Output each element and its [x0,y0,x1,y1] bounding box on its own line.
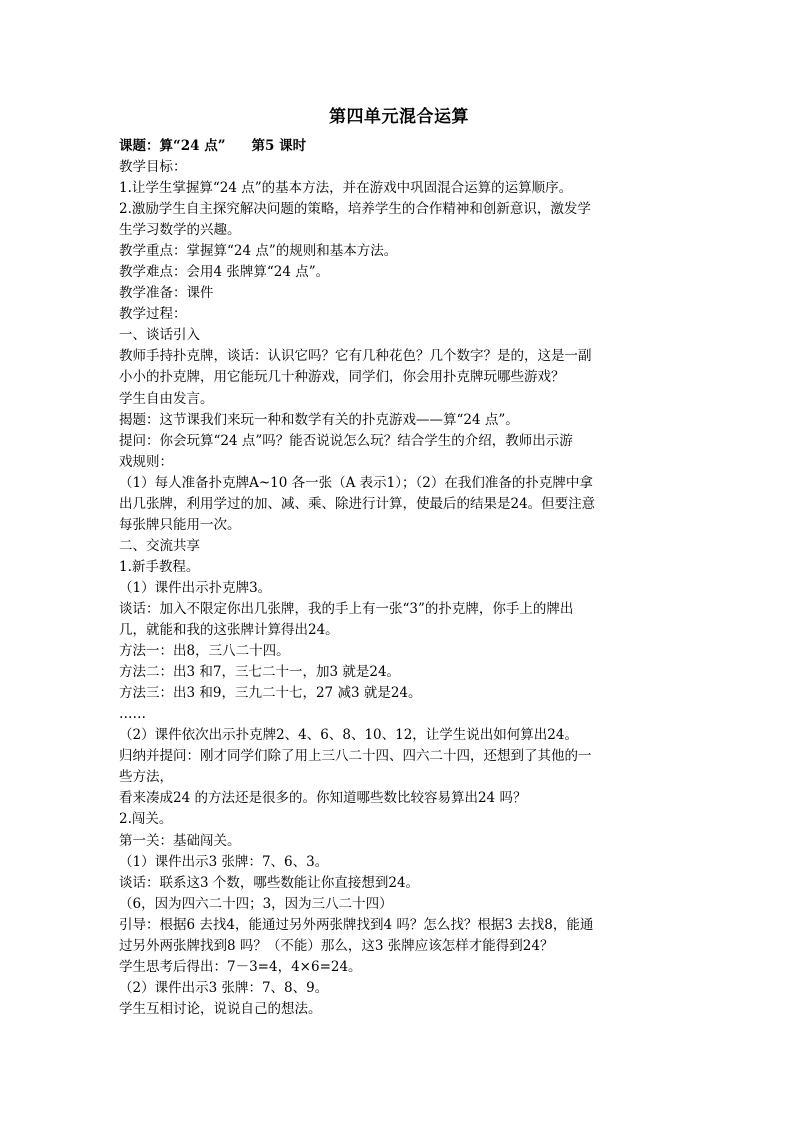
text-line: 归纳并提问：刚才同学们除了用上三八二十四、四六二十四，还想到了其他的一 [119,748,592,765]
text-line: 提问：你会玩算“24 点”吗？能否说说怎么玩？结合学生的介绍，教师出示游 [119,432,573,449]
text-line: 些方法， [119,769,173,786]
text-line: 1.新手教程。 [119,558,200,575]
text-line: 一、谈话引入 [119,327,200,344]
text-line: 2.激励学生自主探究解决问题的策略，培养学生的合作精神和创新意识，激发学 [119,201,591,218]
document-page [119,104,679,1020]
text-line: 学生思考后得出：7－3=4，4×6=24。 [119,958,362,975]
text-line: 几，就能和我的这张牌计算得出24。 [119,622,339,639]
text-line: （1）每人准备扑克牌A~10 各一张（A 表示1）；（2）在我们准备的扑克牌中拿 [119,474,593,491]
text-line: （1）课件出示扑克牌3。 [119,579,272,596]
text-line: 学生自由发言。 [119,390,214,407]
text-line: …… [119,706,146,723]
text-line: 引导：根据6 去找4，能通过另外两张牌找到4 吗？怎么找？根据3 去找8，能通 [119,916,594,933]
text-line: 二、交流共享 [119,537,200,554]
text-line: 教学重点：掌握算“24 点”的规则和基本方法。 [119,243,398,260]
text-line: （1）课件出示3 张牌：7、6、3。 [119,853,329,870]
document-body [119,157,679,1020]
lesson-period: 第5 课时 [251,138,307,154]
text-line: 过另外两张牌找到8 吗？（不能）那么，这3 张牌应该怎样才能得到24？ [119,937,554,954]
text-line: 学生互相讨论，说说自己的想法。 [119,1000,322,1017]
document-title: 第四单元混合运算 [329,107,469,127]
text-line: 方法一：出8，三八二十四。 [119,643,290,660]
text-line: （2）课件出示3 张牌：7、8、9。 [119,979,329,996]
text-line: 教学准备：课件 [119,285,214,302]
text-line: 揭题：这节课我们来玩一种和数学有关的扑克游戏——算“24 点”。 [119,411,519,428]
text-line: （6，因为四六二十四；3，因为三八二十四） [119,895,393,912]
text-line: 谈话：加入不限定你出几张牌，我的手上有一张“3”的扑克牌，你手上的牌出 [119,600,574,617]
text-line: 2.闯关。 [119,811,173,828]
text-line: 戏规则： [119,453,173,470]
text-line: 教学目标： [119,159,187,175]
text-line: 教师手持扑克牌，谈话：认识它吗？它有几种花色？几个数字？是的，这是一副 [119,348,592,365]
text-line: 谈话：联系这3 个数，哪些数能让你直接想到24。 [119,874,420,891]
text-line: 第一关：基础闯关。 [119,832,241,849]
lesson-topic: 课题：算“24 点” [119,138,226,154]
text-line: （2）课件依次出示扑克牌2、4、6、8、10、12，让学生说出如何算出24。 [119,727,578,744]
text-line: 看来凑成24 的方法还是很多的。你知道哪些数比较容易算出24 吗？ [119,790,527,807]
text-line: 教学过程： [119,306,187,323]
text-line: 方法三：出3 和9，三九二十七，27 减3 就是24。 [119,685,422,702]
text-line: 1.让学生掌握算“24 点”的基本方法，并在游戏中巩固混合运算的运算顺序。 [119,180,573,197]
text-line: 生学习数学的兴趣。 [119,222,241,239]
text-line: 每张牌只能用一次。 [119,516,241,533]
text-line: 小小的扑克牌，用它能玩几十种游戏，同学们，你会用扑克牌玩哪些游戏？ [119,369,565,386]
lesson-header [119,136,679,157]
text-line: 教学难点：会用4 张牌算“24 点”。 [119,264,330,281]
text-line: 出几张牌，利用学过的加、减、乘、除进行计算，使最后的结果是24。但要注意 [119,495,596,512]
text-line: 方法二：出3 和7，三七二十一，加3 就是24。 [119,664,401,681]
